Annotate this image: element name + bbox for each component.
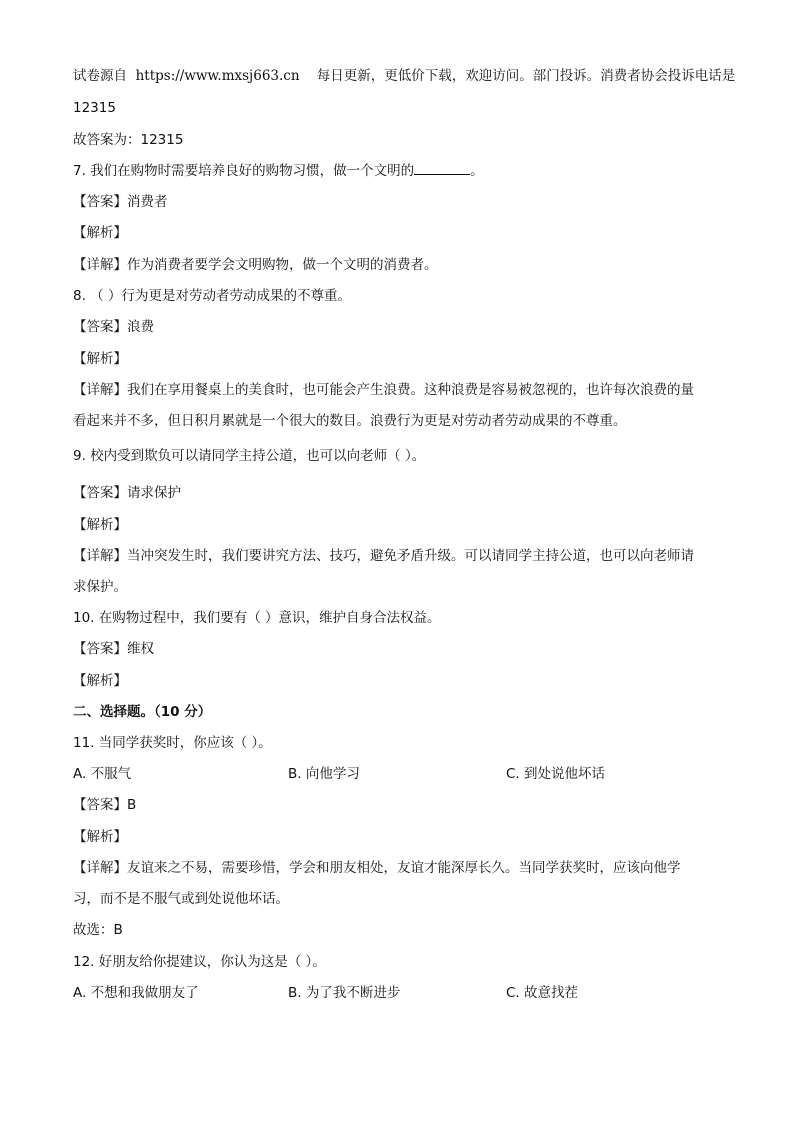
question-8-stem: 8. （ ）行为更是对劳动者劳动成果的不尊重。: [73, 288, 351, 304]
question-12-option-c: C. 故意找茬: [506, 985, 579, 1001]
question-11-option-c: C. 到处说他坏话: [506, 766, 606, 782]
hotline-number: 12315: [73, 100, 116, 116]
question-7: [73, 162, 484, 180]
question-7-stem-end: 。: [470, 163, 484, 179]
question-9-stem: 9. 校内受到欺负可以请同学主持公道，也可以向老师（ ）。: [73, 448, 426, 464]
question-7-stem: 7. 我们在购物时需要培养良好的购物习惯，做一个文明的: [73, 163, 415, 179]
question-11-analysis: 【解析】: [73, 829, 127, 845]
question-10-stem: 10. 在购物过程中，我们要有（ ）意识，维护自身合法权益。: [73, 610, 441, 626]
question-10-analysis: 【解析】: [73, 673, 127, 689]
question-12-option-a: A. 不想和我做朋友了: [73, 985, 199, 1001]
question-9-detail-1: 【详解】当冲突发生时，我们要讲究方法、技巧，避免矛盾升级。可以请同学主持公道，也可以向老师请: [73, 548, 694, 564]
section-2-title: 二、选择题。（10 分）: [73, 704, 212, 720]
source-prefix: 试卷源自: [73, 68, 127, 84]
question-9-answer: 【答案】请求保护: [73, 485, 181, 501]
question-11-option-b: B. 向他学习: [288, 766, 360, 782]
question-11-detail-1: 【详解】友谊来之不易，需要珍惜，学会和朋友相处，友谊才能深厚长久。当同学获奖时，应该向他学: [73, 860, 681, 876]
question-7-answer: 【答案】消费者: [73, 194, 168, 210]
source-notice: 每日更新，更低价下载，欢迎访问。部门投诉。消费者协会投诉电话是: [316, 68, 736, 84]
question-8-analysis: 【解析】: [73, 351, 127, 367]
question-10-answer: 【答案】维权: [73, 641, 154, 657]
question-8-answer: 【答案】浪费: [73, 319, 154, 335]
question-11-stem: 11. 当同学获奖时，你应该（ ）。: [73, 735, 272, 751]
question-11-answer: 【答案】B: [73, 797, 137, 813]
question-9-detail-2: 求保护。: [73, 579, 127, 595]
source-header: [73, 67, 735, 85]
question-7-analysis: 【解析】: [73, 225, 127, 241]
question-8-detail-2: 看起来并不多，但日积月累就是一个很大的数目。浪费行为更是对劳动者劳动成果的不尊重。: [73, 413, 627, 429]
question-11-choice: 故选：B: [73, 922, 123, 938]
prev-answer: 故答案为：12315: [73, 132, 184, 148]
question-12-option-b: B. 为了我不断进步: [288, 985, 401, 1001]
question-12-stem: 12. 好朋友给你提建议，你认为这是（ ）。: [73, 954, 326, 970]
question-11-detail-2: 习，而不是不服气或到处说他坏话。: [73, 891, 289, 907]
question-7-detail: 【详解】作为消费者要学会文明购物，做一个文明的消费者。: [73, 257, 438, 273]
source-url[interactable]: https://www.mxsj663.cn: [135, 68, 300, 84]
question-11-option-a: A. 不服气: [73, 766, 132, 782]
question-9-analysis: 【解析】: [73, 517, 127, 533]
question-8-detail-1: 【详解】我们在享用餐桌上的美食时，也可能会产生浪费。这种浪费是容易被忽视的，也许每次浪费的量: [73, 382, 694, 398]
answer-blank: [414, 162, 470, 175]
